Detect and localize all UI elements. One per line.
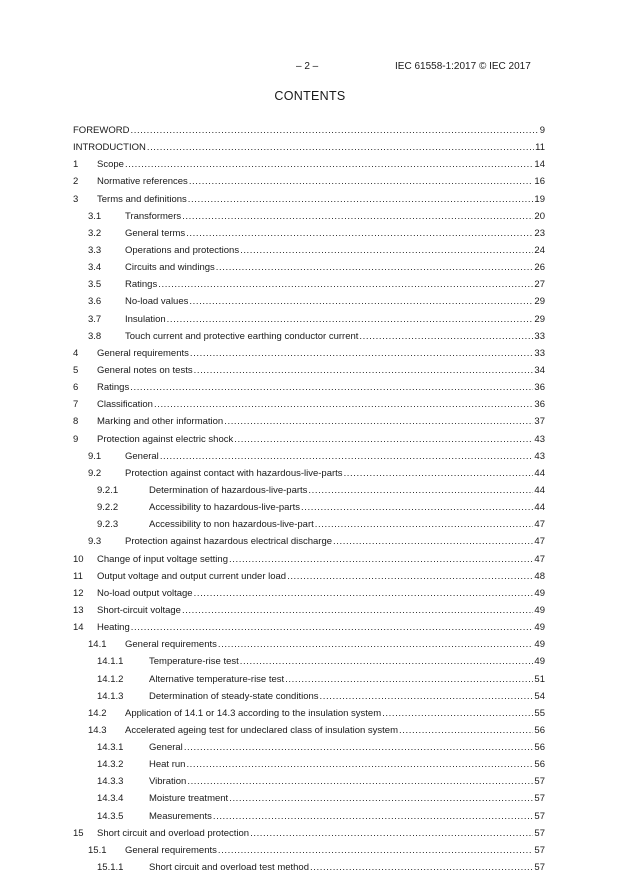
toc-entry[interactable] bbox=[73, 345, 545, 362]
dot-leader bbox=[187, 773, 533, 790]
dot-leader bbox=[189, 293, 533, 310]
document-reference: IEC 61558-1:2017 © IEC 2017 bbox=[395, 61, 531, 72]
dot-leader bbox=[240, 653, 534, 670]
toc-entry-page: 49 bbox=[534, 622, 545, 634]
toc-entry[interactable] bbox=[73, 499, 545, 516]
toc-entry-title: Moisture treatment bbox=[149, 793, 229, 805]
toc-entry-number: 3.1 bbox=[88, 210, 102, 222]
toc-entry[interactable] bbox=[73, 328, 545, 345]
toc-entry-title: Accessibility to hazardous-live-parts bbox=[149, 502, 301, 514]
toc-entry-title: INTRODUCTION bbox=[73, 142, 146, 154]
toc-entry[interactable] bbox=[73, 808, 545, 825]
toc-entry-page: 56 bbox=[534, 724, 545, 736]
toc-entry[interactable] bbox=[73, 413, 545, 430]
toc-entry-title: General notes on tests bbox=[97, 364, 193, 376]
toc-entry[interactable] bbox=[73, 602, 545, 619]
toc-entry-page: 14 bbox=[534, 159, 545, 171]
toc-entry-title: Measurements bbox=[149, 810, 212, 822]
toc-entry[interactable] bbox=[73, 431, 545, 448]
dot-leader bbox=[130, 379, 533, 396]
toc-entry-title: Alternative temperature-rise test bbox=[149, 673, 285, 685]
page-title: CONTENTS bbox=[274, 89, 346, 103]
toc-entry-page: 33 bbox=[534, 330, 545, 342]
toc-entry-title: Application of 14.1 or 14.3 according to the insulation system bbox=[125, 707, 382, 719]
toc-entry-page: 47 bbox=[534, 519, 545, 531]
toc-entry-title: Protection against contact with hazardous-live-parts bbox=[125, 467, 343, 479]
toc-entry-number: 2 bbox=[73, 176, 79, 188]
toc-entry-number: 9.2.1 bbox=[97, 484, 119, 496]
toc-entry-page: 24 bbox=[534, 244, 545, 256]
toc-entry-number: 14 bbox=[73, 622, 84, 634]
toc-entry-title: Temperature-rise test bbox=[149, 656, 239, 668]
toc-entry[interactable] bbox=[73, 448, 545, 465]
toc-entry-page: 26 bbox=[534, 262, 545, 274]
toc-entry-number: 9.2.2 bbox=[97, 502, 119, 514]
dot-leader bbox=[359, 328, 533, 345]
toc-entry[interactable] bbox=[73, 311, 545, 328]
toc-entry-page: 57 bbox=[534, 862, 545, 874]
toc-entry[interactable] bbox=[73, 859, 545, 876]
toc-entry-page: 54 bbox=[534, 690, 545, 702]
toc-entry-title: Short-circuit voltage bbox=[97, 604, 181, 616]
toc-entry-page: 36 bbox=[534, 399, 545, 411]
toc-entry-number: 11 bbox=[73, 570, 83, 582]
dot-leader bbox=[250, 825, 533, 842]
toc-entry[interactable] bbox=[73, 722, 545, 739]
toc-entry[interactable] bbox=[73, 739, 545, 756]
toc-entry-title: Terms and definitions bbox=[97, 193, 187, 205]
toc-entry[interactable] bbox=[73, 379, 545, 396]
dot-leader bbox=[190, 345, 534, 362]
toc-entry-number: 14.3.5 bbox=[97, 810, 124, 822]
dot-leader bbox=[125, 156, 533, 173]
toc-entry-page: 56 bbox=[534, 742, 545, 754]
toc-entry-number: 3.6 bbox=[88, 296, 102, 308]
toc-entry-page: 55 bbox=[534, 707, 545, 719]
dot-leader bbox=[213, 808, 534, 825]
dot-leader bbox=[182, 208, 533, 225]
toc-entry[interactable] bbox=[73, 208, 545, 225]
toc-entry-page: 57 bbox=[534, 810, 545, 822]
dot-leader bbox=[320, 688, 534, 705]
toc-entry[interactable] bbox=[73, 362, 545, 379]
toc-entry-title: Short circuit and overload test method bbox=[149, 862, 310, 874]
toc-entry-page: 56 bbox=[534, 759, 545, 771]
dot-leader bbox=[344, 465, 534, 482]
toc-entry-page: 36 bbox=[534, 382, 545, 394]
toc-entry[interactable] bbox=[73, 122, 545, 139]
toc-entry-number: 5 bbox=[73, 364, 79, 376]
toc-entry-page: 44 bbox=[534, 484, 545, 496]
toc-entry[interactable] bbox=[73, 773, 545, 790]
toc-entry-number: 6 bbox=[73, 382, 79, 394]
toc-entry-page: 29 bbox=[534, 313, 545, 325]
toc-entry[interactable] bbox=[73, 756, 545, 773]
toc-entry-number: 9.2 bbox=[88, 467, 102, 479]
dot-leader bbox=[188, 191, 534, 208]
dot-leader bbox=[308, 482, 533, 499]
toc-entry-number: 3.5 bbox=[88, 279, 102, 291]
toc-entry-title: FOREWORD bbox=[73, 125, 130, 136]
toc-entry-title: Heat run bbox=[149, 759, 186, 771]
toc-entry-number: 1 bbox=[73, 159, 79, 171]
toc-entry[interactable] bbox=[73, 482, 545, 499]
toc-entry-number: 14.3.2 bbox=[97, 759, 124, 771]
toc-entry-title: Accessibility to non hazardous-live-part bbox=[149, 519, 314, 531]
toc-entry[interactable] bbox=[73, 551, 545, 568]
toc-entry-page: 47 bbox=[534, 536, 545, 548]
toc-entry[interactable] bbox=[73, 191, 545, 208]
toc-entry-page: 51 bbox=[534, 673, 545, 685]
dot-leader bbox=[154, 396, 533, 413]
toc-entry-title: Classification bbox=[97, 399, 153, 411]
dot-leader bbox=[310, 859, 533, 876]
toc-entry[interactable] bbox=[73, 173, 545, 190]
dot-leader bbox=[184, 739, 534, 756]
toc-entry[interactable] bbox=[73, 585, 545, 602]
toc-entry[interactable] bbox=[73, 139, 545, 156]
toc-entry-number: 8 bbox=[73, 416, 79, 428]
toc-entry-title: Normative references bbox=[97, 176, 188, 188]
toc-entry-number: 4 bbox=[73, 347, 79, 359]
toc-entry-title: Scope bbox=[97, 159, 124, 171]
toc-entry-number: 3.4 bbox=[88, 262, 102, 274]
toc-entry-title: Ratings bbox=[97, 382, 130, 394]
toc-entry[interactable] bbox=[73, 636, 545, 653]
toc-entry[interactable] bbox=[73, 465, 545, 482]
toc-entry-number: 12 bbox=[73, 587, 84, 599]
toc-entry-title: Marking and other information bbox=[97, 416, 224, 428]
toc-entry-page: 49 bbox=[534, 639, 545, 651]
toc-entry-number: 14.3 bbox=[88, 724, 107, 736]
toc-entry[interactable] bbox=[73, 653, 545, 670]
toc-entry-title: Determination of steady-state conditions bbox=[149, 690, 319, 702]
toc-entry[interactable] bbox=[73, 688, 545, 705]
toc-entry-page: 9 bbox=[539, 125, 545, 136]
toc-entry-page: 43 bbox=[534, 450, 545, 462]
toc-entry-page: 37 bbox=[534, 416, 545, 428]
toc-entry-page: 49 bbox=[534, 656, 545, 668]
toc-entry-title: Heating bbox=[97, 622, 130, 634]
dot-leader bbox=[301, 499, 533, 516]
toc-entry-number: 14.1.1 bbox=[97, 656, 124, 668]
toc-entry-number: 3.2 bbox=[88, 227, 102, 239]
toc-entry-page: 19 bbox=[534, 193, 545, 205]
toc-entry-page: 57 bbox=[534, 793, 545, 805]
dot-leader bbox=[234, 431, 533, 448]
toc-entry-title: Operations and protections bbox=[125, 244, 240, 256]
dot-leader bbox=[399, 722, 533, 739]
dot-leader bbox=[240, 242, 533, 259]
toc-entry-page: 29 bbox=[534, 296, 545, 308]
toc-entry[interactable] bbox=[73, 671, 545, 688]
toc-entry-title: Circuits and windings bbox=[125, 262, 215, 274]
toc-entry-page: 47 bbox=[534, 553, 545, 565]
toc-entry-number: 3.7 bbox=[88, 313, 102, 325]
dot-leader bbox=[186, 225, 533, 242]
dot-leader bbox=[167, 311, 534, 328]
dot-leader bbox=[147, 139, 534, 156]
toc-entry[interactable] bbox=[73, 516, 545, 533]
dot-leader bbox=[285, 671, 533, 688]
toc-entry-number: 9 bbox=[73, 433, 79, 445]
dot-leader bbox=[333, 533, 533, 550]
toc-entry-page: 33 bbox=[534, 347, 545, 359]
page-number: – 2 – bbox=[296, 61, 319, 72]
toc-entry-title: Accelerated ageing test for undeclared class of insulation system bbox=[125, 724, 399, 736]
table-of-contents bbox=[73, 122, 545, 876]
toc-entry[interactable] bbox=[73, 842, 545, 859]
toc-entry-number: 15.1 bbox=[88, 844, 107, 856]
dot-leader bbox=[229, 790, 533, 807]
toc-entry-title: General requirements bbox=[97, 347, 189, 359]
toc-entry[interactable] bbox=[73, 293, 545, 310]
dot-leader bbox=[382, 705, 533, 722]
toc-entry-title: No-load values bbox=[125, 296, 189, 308]
dot-leader bbox=[158, 276, 533, 293]
toc-entry-title: Protection against hazardous electrical discharge bbox=[125, 536, 333, 548]
toc-entry-number: 14.3.4 bbox=[97, 793, 124, 805]
dot-leader bbox=[194, 362, 534, 379]
toc-entry[interactable] bbox=[73, 705, 545, 722]
toc-entry-title: Transformers bbox=[125, 210, 182, 222]
toc-entry-number: 14.3.3 bbox=[97, 776, 124, 788]
dot-leader bbox=[194, 585, 534, 602]
toc-entry-number: 9.1 bbox=[88, 450, 102, 462]
toc-entry-title: Protection against electric shock bbox=[97, 433, 234, 445]
toc-entry[interactable] bbox=[73, 259, 545, 276]
toc-entry-page: 44 bbox=[534, 502, 545, 514]
dot-leader bbox=[229, 551, 533, 568]
toc-entry-page: 57 bbox=[534, 776, 545, 788]
toc-entry-title: Touch current and protective earthing conductor current bbox=[125, 330, 359, 342]
toc-entry-number: 14.3.1 bbox=[97, 742, 124, 754]
toc-entry-number: 3.3 bbox=[88, 244, 102, 256]
dot-leader bbox=[186, 756, 533, 773]
dot-leader bbox=[160, 448, 534, 465]
toc-entry-number: 13 bbox=[73, 604, 84, 616]
toc-entry-page: 57 bbox=[534, 844, 545, 856]
toc-entry-page: 43 bbox=[534, 433, 545, 445]
toc-entry-title: Ratings bbox=[125, 279, 158, 291]
toc-entry[interactable] bbox=[73, 568, 545, 585]
toc-entry-number: 14.1 bbox=[88, 639, 107, 651]
dot-leader bbox=[218, 842, 534, 859]
toc-entry-page: 11 bbox=[535, 142, 545, 154]
toc-entry[interactable] bbox=[73, 825, 545, 842]
toc-entry-title: Determination of hazardous-live-parts bbox=[149, 484, 308, 496]
toc-entry[interactable] bbox=[73, 225, 545, 242]
toc-entry-page: 27 bbox=[534, 279, 545, 291]
toc-entry-page: 48 bbox=[534, 570, 545, 582]
dot-leader bbox=[130, 122, 538, 139]
toc-entry-title: Output voltage and output current under load bbox=[97, 570, 287, 582]
toc-entry-number: 10 bbox=[73, 553, 84, 565]
toc-entry-number: 14.2 bbox=[88, 707, 107, 719]
toc-entry-title: General terms bbox=[125, 227, 186, 239]
toc-entry-number: 9.3 bbox=[88, 536, 102, 548]
toc-entry-number: 15.1.1 bbox=[97, 862, 124, 874]
toc-entry-number: 14.1.2 bbox=[97, 673, 124, 685]
toc-entry-page: 57 bbox=[534, 827, 545, 839]
dot-leader bbox=[315, 516, 534, 533]
toc-entry-number: 3.8 bbox=[88, 330, 102, 342]
dot-leader bbox=[189, 173, 534, 190]
toc-entry-title: General requirements bbox=[125, 844, 217, 856]
toc-entry-page: 23 bbox=[534, 227, 545, 239]
toc-entry-page: 20 bbox=[534, 210, 545, 222]
toc-entry-page: 44 bbox=[534, 467, 545, 479]
toc-entry-title: Short circuit and overload protection bbox=[97, 827, 250, 839]
toc-entry[interactable] bbox=[73, 619, 545, 636]
toc-entry-page: 49 bbox=[534, 604, 545, 616]
toc-entry-page: 34 bbox=[534, 364, 545, 376]
toc-entry[interactable] bbox=[73, 276, 545, 293]
toc-entry-number: 14.1.3 bbox=[97, 690, 124, 702]
toc-entry-title: General bbox=[125, 450, 159, 462]
toc-entry-title: General requirements bbox=[125, 639, 217, 651]
dot-leader bbox=[216, 259, 534, 276]
dot-leader bbox=[182, 602, 533, 619]
toc-entry-number: 15 bbox=[73, 827, 84, 839]
toc-entry-title: General bbox=[149, 742, 183, 754]
dot-leader bbox=[287, 568, 533, 585]
toc-entry-number: 9.2.3 bbox=[97, 519, 119, 531]
toc-entry-page: 16 bbox=[534, 176, 545, 188]
toc-entry[interactable] bbox=[73, 533, 545, 550]
dot-leader bbox=[131, 619, 534, 636]
toc-entry-title: Change of input voltage setting bbox=[97, 553, 228, 565]
toc-entry[interactable] bbox=[73, 396, 545, 413]
dot-leader bbox=[224, 413, 533, 430]
dot-leader bbox=[218, 636, 534, 653]
toc-entry[interactable] bbox=[73, 790, 545, 807]
toc-entry[interactable] bbox=[73, 242, 545, 259]
toc-entry-number: 7 bbox=[73, 399, 79, 411]
toc-entry-title: Insulation bbox=[125, 313, 166, 325]
toc-entry-title: No-load output voltage bbox=[97, 587, 193, 599]
toc-entry-number: 3 bbox=[73, 193, 79, 205]
toc-entry-title: Vibration bbox=[149, 776, 187, 788]
toc-entry[interactable] bbox=[73, 156, 545, 173]
toc-entry-page: 49 bbox=[534, 587, 545, 599]
